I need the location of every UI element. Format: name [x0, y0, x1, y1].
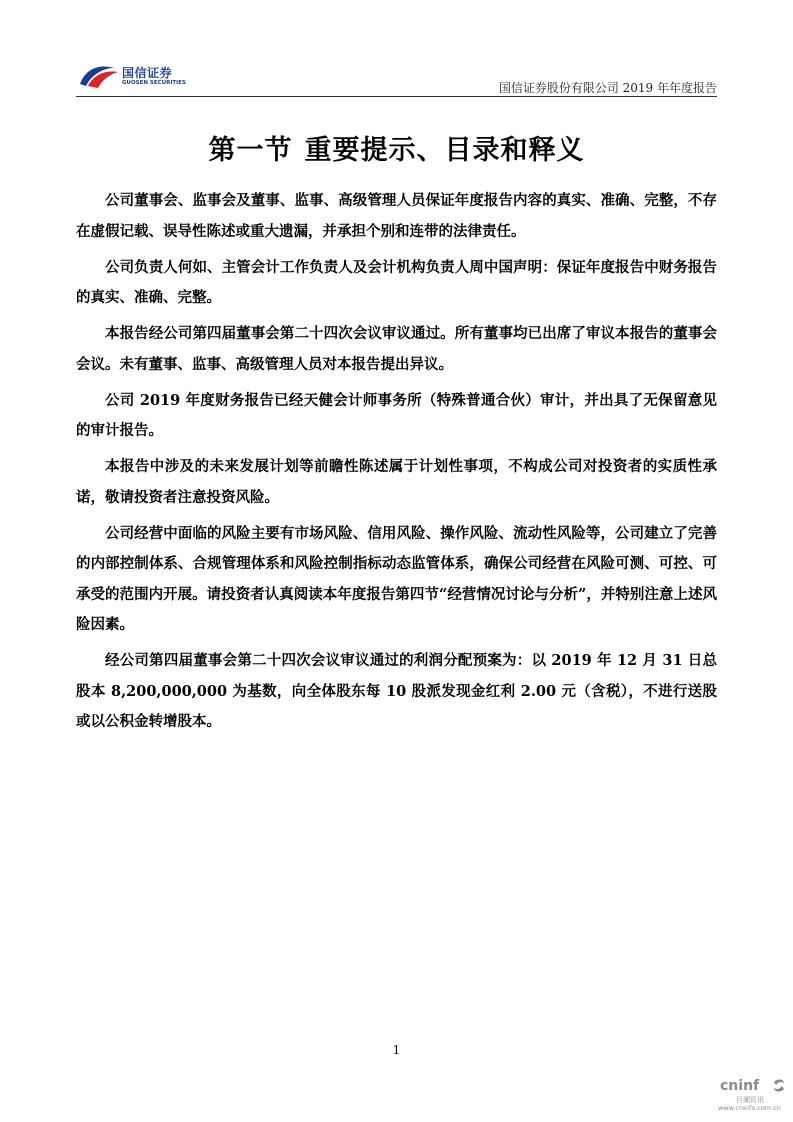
section-title-number: 第一节	[208, 135, 293, 166]
guosen-logo-icon	[78, 62, 120, 90]
paragraph-declaration: 公司负责人何如、主管会计工作负责人及会计机构负责人周中国声明：保证年度报告中财务报告的真实、准确、完整。	[76, 258, 717, 306]
paragraph-risk: 公司经营中面临的风险主要有市场风险、信用风险、操作风险、流动性风险等，公司建立了完善的内部控制体系、合规管理体系和风险控制指标动态监管体系，确保公司经营在风险可测、可控、可承受的范围内开展。请投资者认真阅读本年度报告第四节“经营情况讨论与分析”，并特别注意上述风险因素。	[76, 524, 717, 633]
cninfo-logo-icon	[772, 1078, 786, 1094]
paragraph-audit: 公司 2019 年度财务报告已经天健会计师事务所（特殊普通合伙）审计，并出具了无保留意见的审计报告。	[76, 391, 717, 439]
watermark-brand: cninf	[720, 1078, 760, 1094]
report-title: 国信证券股份有限公司 2019 年年度报告	[498, 81, 717, 95]
guosen-logo	[78, 62, 198, 90]
paragraph-profit-distribution: 经公司第四届董事会第二十四次会议审议通过的利润分配预案为：以 2019 年 12 月 31 日总股本 8,200,000,000 为基数，向全体股东每 10 股派发现金红利 2.00 元（含税），不进行送股或以公积金转增股本。	[76, 652, 717, 730]
logo-text-en: GUOSEN SECURITIES	[122, 80, 186, 86]
watermark-url: www.cninfo.com.cn	[718, 1104, 781, 1112]
paragraph-forward-looking: 本报告中涉及的未来发展计划等前瞻性陈述属于计划性事项，不构成公司对投资者的实质性承诺，敬请投资者注意投资风险。	[76, 458, 717, 506]
header-divider	[76, 96, 717, 97]
watermark-cn: 巨潮资讯	[736, 1096, 764, 1104]
document-body	[76, 186, 717, 743]
section-title-text: 重要提示、目录和释义	[304, 135, 585, 166]
page-number: 1	[392, 1043, 401, 1057]
paragraph-responsibility: 公司董事会、监事会及董事、监事、高级管理人员保证年度报告内容的真实、准确、完整，不存在虚假记载、误导性陈述或重大遗漏，并承担个别和连带的法律责任。	[76, 192, 717, 240]
logo-text-cn: 国信证券	[122, 66, 173, 80]
paragraph-board-approval: 本报告经公司第四届董事会第二十四次会议审议通过。所有董事均已出席了审议本报告的董事会会议。未有董事、监事、高级管理人员对本报告提出异议。	[76, 325, 717, 373]
page-header	[0, 0, 793, 100]
section-title	[0, 128, 793, 167]
cninfo-watermark	[718, 1078, 788, 1114]
